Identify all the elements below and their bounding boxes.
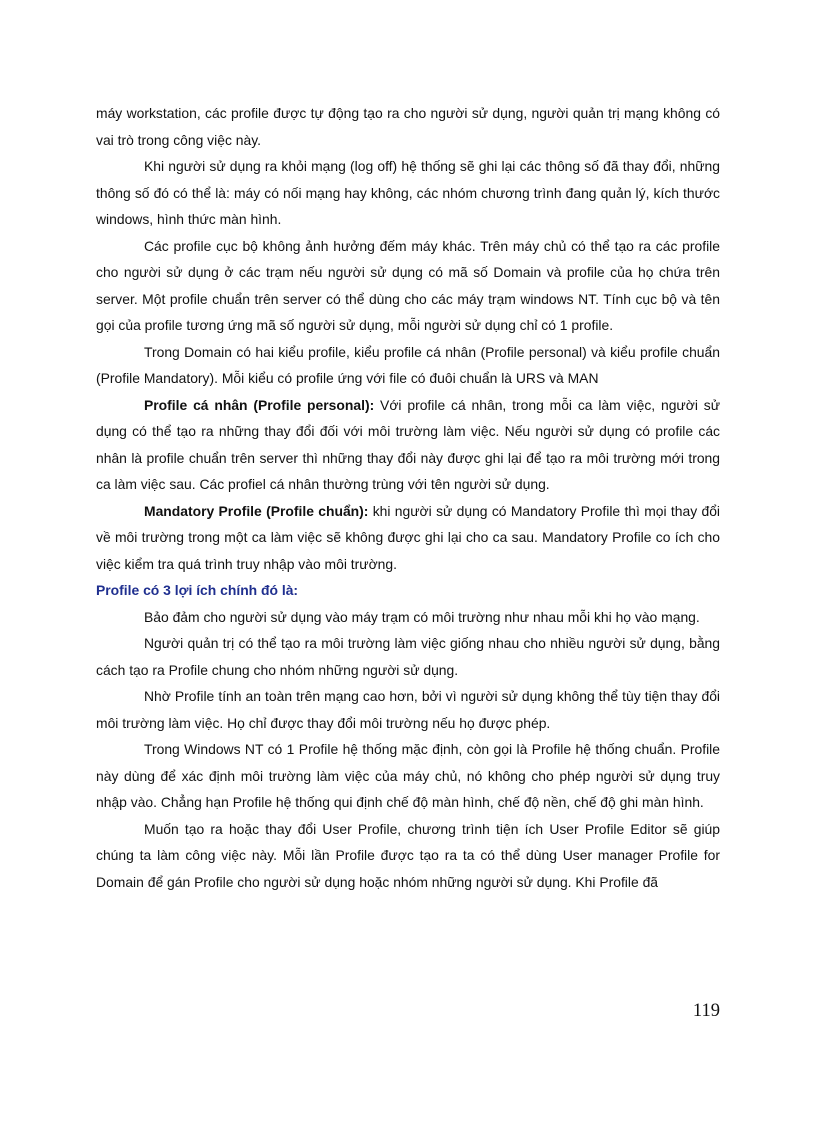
paragraph	[96, 392, 720, 498]
paragraph-text: Bảo đảm cho người sử dụng vào máy trạm có môi trường như nhau mỗi khi họ vào mạng.	[144, 608, 700, 625]
paragraph	[96, 604, 720, 631]
paragraph-text: Muốn tạo ra hoặc thay đổi User Profile, chương trình tiện ích User Profile Editor sẽ giúp chúng ta làm công việc này. Mỗi lần Profile được tạo ra ta có thể dùng User manager Profile for Domain để gán Profile cho người sử dụng hoặc nhóm những người sử dụng. Khi Profile đã	[96, 820, 720, 890]
page-number: 119	[692, 1001, 720, 1021]
paragraph-text: Người quản trị có thể tạo ra môi trường làm việc giống nhau cho nhiều người sử dụng, bằng cách tạo ra Profile chung cho nhóm những người sử dụng.	[96, 635, 720, 678]
body-text-before	[96, 100, 720, 577]
paragraph	[96, 736, 720, 816]
paragraph-text: Khi người sử dụng ra khỏi mạng (log off) hệ thống sẽ ghi lại các thông số đã thay đổi, những thông số đó có thể là: máy có nối mạng hay không, các nhóm chương trình đang quản lý, kích thước windows, hình thức màn hình.	[96, 158, 720, 227]
paragraph-text: Các profile cục bộ không ảnh hưởng đếm máy khác. Trên máy chủ có thể tạo ra các profile cho người sử dụng ở các trạm nếu người sử dụng có mã số Domain và profile của họ chứa trên server. Một profile chuẩn trên server có thể dùng cho các máy trạm windows NT. Tính cục bộ và tên gọi của profile tương ứng mã số người sử dụng, mỗi người sử dụng chỉ có 1 profile.	[96, 237, 720, 333]
paragraph	[96, 233, 720, 339]
paragraph	[96, 630, 720, 683]
paragraph-text: máy workstation, các profile được tự động tạo ra cho người sử dụng, người quản trị mạng không có vai trò trong công việc này.	[96, 105, 720, 148]
paragraph	[96, 339, 720, 392]
paragraph-lead: Mandatory Profile (Profile chuẩn):	[144, 502, 369, 519]
paragraph	[96, 100, 720, 153]
paragraph-lead: Profile cá nhân (Profile personal):	[144, 396, 375, 413]
paragraph	[96, 683, 720, 736]
document-page	[96, 100, 720, 895]
paragraph	[96, 498, 720, 578]
paragraph-text: Nhờ Profile tính an toàn trên mạng cao hơn, bởi vì người sử dụng không thể tùy tiện thay đổi môi trường làm việc. Họ chỉ được thay đổi môi trường nếu họ được phép.	[96, 688, 720, 731]
paragraph-text: Trong Domain có hai kiểu profile, kiểu profile cá nhân (Profile personal) và kiểu profile chuẩn (Profile Mandatory). Mỗi kiểu có profile ứng với file có đuôi chuẩn là URS và MAN	[96, 343, 720, 386]
paragraph-text: Trong Windows NT có 1 Profile hệ thống mặc định, còn gọi là Profile hệ thống chuẩn. Profile này dùng để xác định môi trường làm việc của máy chủ, nó không cho phép người sử dụng truy nhập vào. Chẳng hạn Profile hệ thống qui định chế độ màn hình, chế độ nền, chế độ ghi màn hình.	[96, 741, 720, 810]
section-heading: Profile có 3 lợi ích chính đó là:	[96, 582, 299, 598]
paragraph	[96, 816, 720, 896]
paragraph-text: khi người sử dụng có Mandatory Profile thì mọi thay đổi về môi trường trong một ca làm việc sẽ không được ghi lại cho ca sau. Mandatory Profile co ích cho việc kiểm tra quá trình truy nhập vào môi trường.	[96, 502, 721, 572]
body-text-after	[96, 604, 720, 896]
paragraph-text: Với profile cá nhân, trong mỗi ca làm việc, người sử dụng có thể tạo ra những thay đổi đối với môi trường làm việc. Nếu người sử dụng có profile các nhân là profile chuẩn trên server thì những thay đổi này được ghi lại để tạo ra môi trường mới trong ca làm việc sau. Các profiel cá nhân thường trùng với tên người sử dụng.	[96, 396, 721, 492]
paragraph	[96, 153, 720, 233]
